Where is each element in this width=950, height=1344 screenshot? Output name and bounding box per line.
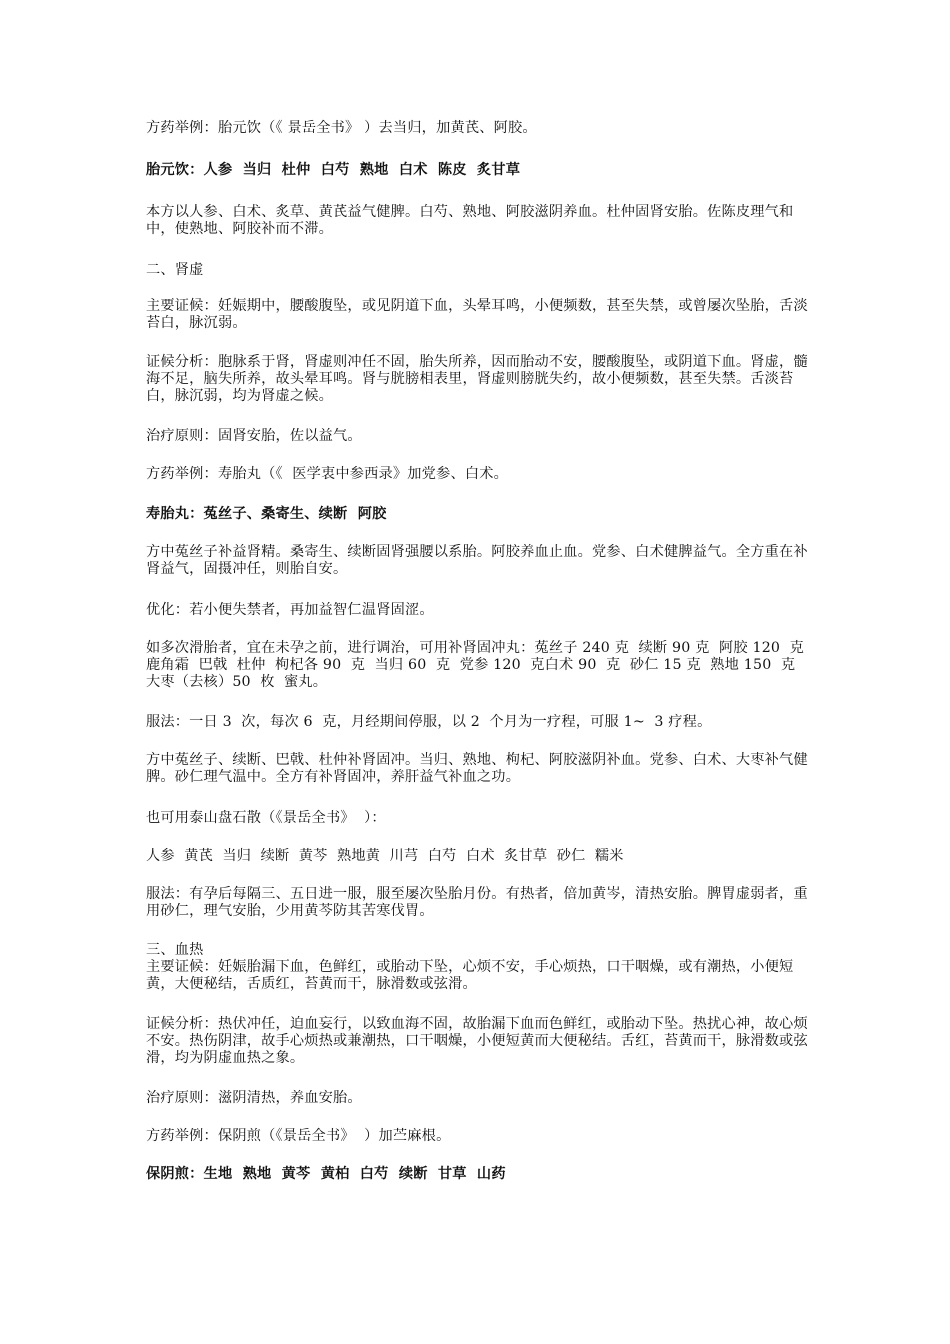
- dosage-instructions: 服法：一日 3 次，每次 6 克，月经期间停服，以 2 个月为一疗程，可服 1~ 3 疗程。: [146, 714, 712, 730]
- treatment-principle-kidney-deficiency: 治疗原则：固肾安胎，佐以益气。: [146, 428, 362, 444]
- symptom-analysis-kidney-deficiency: 证候分析：胞脉系于肾，肾虚则冲任不固，胎失所养，因而胎动不安，腰酸腹坠，或阴道下血。肾虚，髓海不足，脑失所养，故头晕耳鸣。肾与胱膀相表里，肾虚则膀胱失约，故小便频数，甚至失禁。舌淡苔白，脉沉弱，均为肾虚之候。: [146, 354, 808, 404]
- symptom-analysis-blood-heat: 证候分析：热伏冲任，迫血妄行，以致血海不固，故胎漏下血而色鲜红，或胎动下坠。热扰心神，故心烦不安。热伤阴津，故手心烦热或兼潮热，口干咽燥，小便短黄而大便秘结。舌红，苔黄而干，脉滑数或弦滑，均为阴虚血热之象。: [146, 1016, 808, 1066]
- section-blood-heat-symptoms: 三、血热 主要证候：妊娠胎漏下血，色鲜红，或胎动下坠，心烦不安，手心烦热，口干咽燥，或有潮热，小便短黄，大便秘结，舌质红，苔黄而干，脉滑数或弦滑。: [146, 942, 794, 992]
- modification-note: 优化：若小便失禁者，再加益智仁温肾固涩。: [146, 602, 434, 618]
- bushen-guchong-pill-recipe: 如多次滑胎者，宜在未孕之前，进行调治，可用补肾固冲丸：菟丝子 240 克 续断 90 克 阿胶 120 克 鹿角霜 巴戟 杜仲 枸杞各 90 克 当归 60 克 党参 120 克白术 90 克 砂仁 15 克 熟地 150 克 大枣（去核）50 枚 蜜丸。: [146, 640, 814, 690]
- formula-baoyinjian-heading: 保阴煎：生地 熟地 黄芩 黄柏 白芍 续断 甘草 山药: [146, 1166, 506, 1182]
- formula-explanation-shoutaiwan: 方中菟丝子补益肾精。桑寄生、续断固肾强腰以系胎。阿胶养血止血。党参、白术健脾益气。全方重在补肾益气，固摄冲任，则胎自安。: [146, 544, 808, 577]
- prescription-example-shoutaiwan: 方药举例：寿胎丸（《 医学衷中参西录》加党参、白术。: [146, 466, 509, 482]
- taishan-panshi-san-ingredients: 人参 黄芪 当归 续断 黄芩 熟地黄 川芎 白芍 白术 炙甘草 砂仁 糯米: [146, 848, 624, 864]
- taishan-panshi-san-usage: 服法：有孕后每隔三、五日进一服，服至屡次坠胎月份。有热者，倍加黄岑，清热安胎。脾胃虚弱者，重用砂仁，理气安胎，少用黄芩防其苦寒伐胃。: [146, 886, 808, 919]
- treatment-principle-blood-heat: 治疗原则：滋阴清热，养血安胎。: [146, 1090, 362, 1106]
- formula-taiyuanyin-heading: 胎元饮：人参 当归 杜仲 白芍 熟地 白术 陈皮 炙甘草: [146, 162, 521, 178]
- formula-shoutaiwan-heading: 寿胎丸：菟丝子、桑寄生、续断 阿胶: [146, 506, 387, 522]
- formula-explanation-bushen-guchong: 方中菟丝子、续断、巴戟、杜仲补肾固冲。当归、熟地、枸杞、阿胶滋阴补血。党参、白术、大枣补气健脾。砂仁理气温中。全方有补肾固冲，养肝益气补血之功。: [146, 752, 808, 785]
- section-heading-kidney-deficiency: 二、肾虚: [146, 262, 204, 278]
- prescription-example-taiyuanyin: 方药举例：胎元饮（《 景岳全书》 ）去当归，加黄芪、阿胶。: [146, 120, 537, 136]
- formula-explanation-taiyuanyin: 本方以人参、白术、炙草、黄芪益气健脾。白芍、熟地、阿胶滋阴养血。杜仲固肾安胎。佐陈皮理气和中，使熟地、阿胶补而不滞。: [146, 204, 794, 237]
- prescription-example-baoyinjian: 方药举例：保阴煎（《景岳全书》 ）加苎麻根。: [146, 1128, 451, 1144]
- main-symptoms-kidney-deficiency: 主要证候：妊娠期中，腰酸腹坠，或见阴道下血，头晕耳鸣，小便频数，甚至失禁，或曾屡次坠胎，舌淡苔白，脉沉弱。: [146, 298, 808, 331]
- alternative-taishan-panshi-san: 也可用泰山盘石散（《景岳全书》 ）：: [146, 810, 386, 826]
